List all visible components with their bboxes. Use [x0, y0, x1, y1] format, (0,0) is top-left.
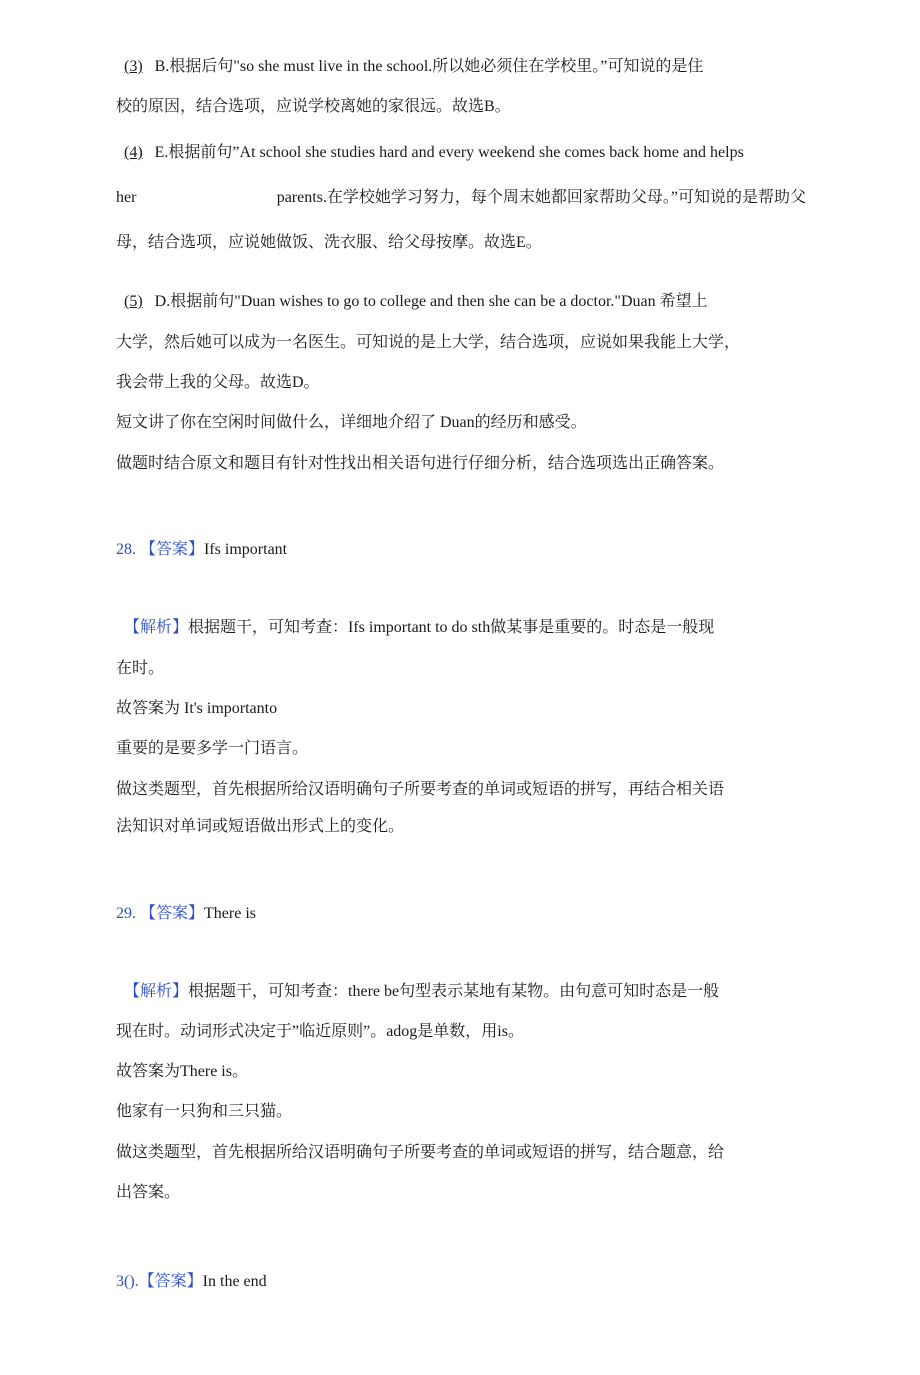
- item-number: (5): [124, 293, 143, 310]
- question-number: 28.: [116, 541, 136, 558]
- q28-explanation-line-1: [124, 617, 714, 639]
- q29-explanation-line-1: [124, 981, 719, 1003]
- answer-text: In the end: [202, 1273, 267, 1290]
- item-5-line-1: [124, 291, 708, 313]
- item-4-line-2: [116, 187, 806, 209]
- item-3-line-2: 校的原因，结合选项，应说学校离她的家很远。故选B。: [116, 98, 511, 115]
- q29-answer: [116, 903, 256, 925]
- q29-line-4: 他家有一只狗和三只猫。: [116, 1103, 293, 1120]
- q29-line-6: 出答案。: [116, 1184, 181, 1201]
- item-text-right: parents.在学校她学习努力，每个周末她都回家帮助父母。”可知说的是帮助父: [276, 189, 806, 206]
- q28-line-3: 故答案为 It's importanto: [116, 700, 278, 717]
- q28-line-6: 法知识对单词或短语做出形式上的变化。: [116, 818, 405, 835]
- item-text: D.根据前句"Duan wishes to go to college and then she can be a doctor."Duan 希望上: [154, 293, 708, 310]
- question-number: 3().: [116, 1273, 139, 1290]
- item-number: (3): [124, 58, 143, 75]
- item-5-line-2: 大学，然后她可以成为一名医生。可知说的是上大学，结合选项，应说如果我能上大学，: [116, 334, 741, 351]
- q28-explanation-line-2: 在时。: [116, 660, 165, 677]
- answer-tag: 【答案】: [140, 541, 205, 558]
- item-text: B.根据后句"so she must live in the school.所以她必须住在学校里。”可知说的是住: [154, 58, 704, 75]
- answer-text: Ifs important: [204, 541, 288, 558]
- q30-answer: [116, 1271, 267, 1293]
- explanation-text: 根据题干，可知考查：there be句型表示某地有某物。由句意可知时态是一般: [188, 983, 720, 1000]
- answer-text: There is: [204, 905, 256, 922]
- summary-line-2: 做题时结合原文和题目有针对性找出相关语句进行仔细分析，结合选项选出正确答案。: [116, 455, 725, 472]
- q28-line-5: 做这类题型，首先根据所给汉语明确句子所要考查的单词或短语的拼写，再结合相关语: [116, 781, 725, 798]
- item-text-left: her: [116, 189, 137, 206]
- q28-line-4: 重要的是要多学一门语言。: [116, 740, 309, 757]
- q29-explanation-line-2: 现在时。动词形式决定于”临近原则”。adog是单数，用is。: [116, 1023, 524, 1040]
- q29-line-3: 故答案为There is。: [116, 1063, 248, 1080]
- item-4-line-1: [124, 142, 744, 164]
- explanation-text: 根据题干，可知考查：Ifs important to do sth做某事是重要的。时态是一般现: [188, 619, 715, 636]
- question-number: 29.: [116, 905, 136, 922]
- q28-answer: [116, 539, 287, 561]
- answer-tag: 【答案】: [140, 905, 205, 922]
- explanation-tag: 【解析】: [124, 619, 189, 636]
- explanation-tag: 【解析】: [124, 983, 189, 1000]
- item-3-line-1: [124, 56, 703, 78]
- answer-tag: 【答案】: [138, 1273, 203, 1290]
- item-text: E.根据前句”At school she studies hard and every weekend she comes back home and helps: [154, 144, 744, 161]
- item-number: (4): [124, 144, 143, 161]
- item-4-line-3: 母，结合选项，应说她做饭、洗衣服、给父母按摩。故选E。: [116, 234, 542, 251]
- summary-line-1: 短文讲了你在空闲时间做什么，详细地介绍了 Duan的经历和感受。: [116, 414, 587, 431]
- q29-line-5: 做这类题型，首先根据所给汉语明确句子所要考查的单词或短语的拼写，结合题意，给: [116, 1144, 725, 1161]
- item-5-line-3: 我会带上我的父母。故选D。: [116, 374, 320, 391]
